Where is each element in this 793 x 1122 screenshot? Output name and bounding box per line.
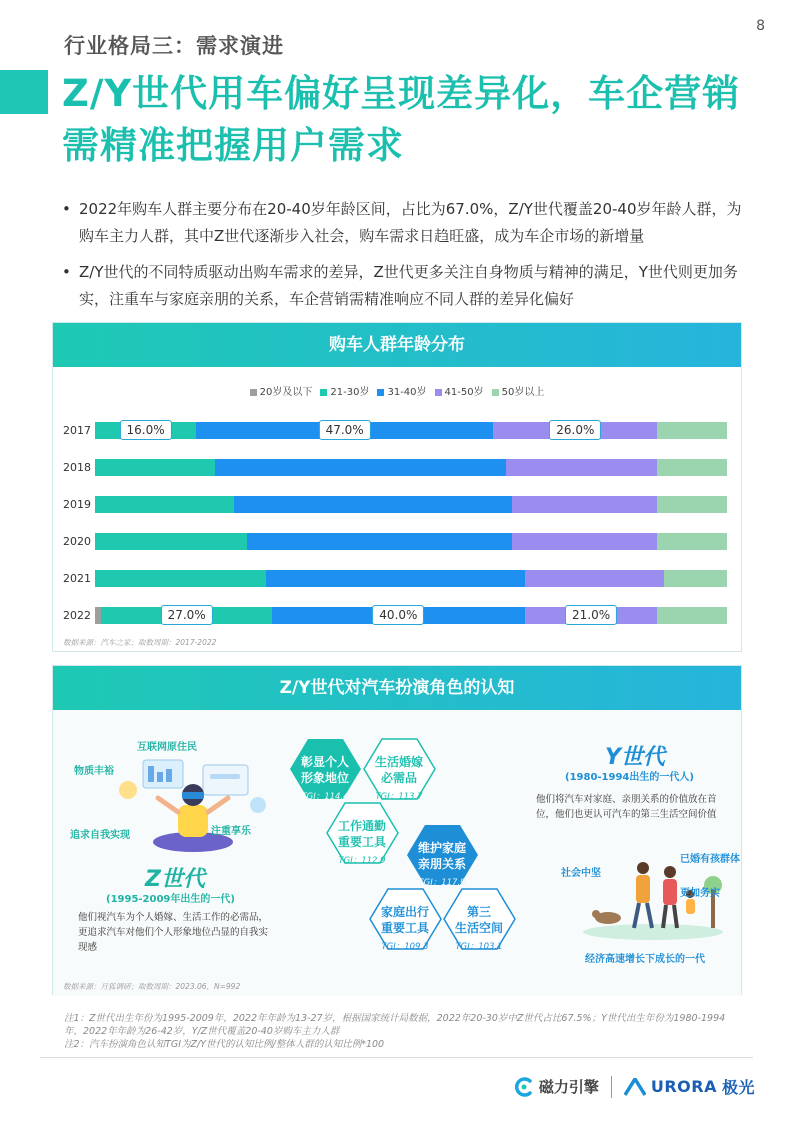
section-label: 行业格局三：需求演进 <box>64 34 284 58</box>
z-label-self-realization: 追求自我实现 <box>70 830 130 841</box>
hex-2-line2: 必需品 <box>380 771 417 785</box>
year-label: 2018 <box>63 461 91 474</box>
brand-right-text: URORA <box>650 1077 717 1096</box>
legend-swatch <box>377 389 384 396</box>
hex-1-tgi: TGI：114.4 <box>301 792 349 802</box>
hex-2-title <box>364 754 434 786</box>
z-label-enjoyment: 注重享乐 <box>211 826 251 837</box>
hex-3-line2: 重要工具 <box>337 835 386 849</box>
bar-segment <box>664 570 727 587</box>
legend-swatch <box>492 389 499 396</box>
bar-segment <box>657 607 727 624</box>
bullet-list <box>62 196 742 322</box>
y-generation-title: Y世代 <box>605 745 665 770</box>
year-label: 2020 <box>63 535 91 548</box>
aurora-logo-icon <box>624 1078 646 1096</box>
footnote-2: 注2：汽车扮演角色认知TGI为Z/Y世代的认知比例/整体人群的认知比例*100 <box>64 1039 385 1050</box>
y-label-backbone: 社会中坚 <box>561 868 601 879</box>
hex-5-title <box>370 904 440 936</box>
z-generation-desc: 他们视汽车为个人婚嫁、生活工作的必需品，更追求汽车对他们个人形象地位凸显的自我实现感 <box>78 912 269 953</box>
footnotes <box>64 1012 744 1051</box>
stacked-bar <box>95 459 727 476</box>
bar-segment <box>512 533 657 550</box>
main-title-line-2: 需精准把握用户需求 <box>62 124 404 167</box>
legend-label: 50岁以上 <box>501 387 545 398</box>
hex-1-title <box>290 754 360 786</box>
brand-left <box>514 1076 599 1097</box>
brand-right-cn: 极光 <box>721 1078 755 1097</box>
vr-person-illustration <box>108 750 278 855</box>
hex-6-line2: 生活空间 <box>454 921 503 935</box>
z-label-internet-native: 互联网原住民 <box>137 742 197 753</box>
age-distribution-panel <box>52 322 742 652</box>
bar-segment <box>657 422 727 439</box>
data-label: 16.0% <box>119 420 171 440</box>
legend-label: 41-50岁 <box>444 387 484 398</box>
brand-separator <box>611 1076 612 1098</box>
hex-5-tgi: TGI：109.3 <box>381 942 429 952</box>
legend-item <box>377 383 426 398</box>
hex-3-title <box>327 818 397 850</box>
bullet-item: • Z/Y世代的不同特质驱动出购车需求的差异，Z世代更多关注自身物质与精神的满足，Y世代则更加务实，注重车与家庭亲朋的关系，车企营销需精准响应不同人群的差异化偏好 <box>62 259 742 313</box>
chart-panel-title: 购车人群年龄分布 <box>53 323 741 367</box>
y-generation-desc: 他们将汽车对家庭、亲朋关系的价值放在首位，他们也更认可汽车的第三生活空间价值 <box>536 794 717 820</box>
legend-item <box>250 383 313 398</box>
year-label: 2021 <box>63 572 91 585</box>
main-title <box>62 68 752 172</box>
bar-segment <box>95 459 215 476</box>
hex-2-line1: 生活婚嫁 <box>374 755 423 769</box>
bar-segment <box>512 496 657 513</box>
hex-4-tgi: TGI：117.9 <box>418 878 466 888</box>
hex-3-tgi: TGI：112.9 <box>338 856 386 866</box>
bar-segment <box>215 459 506 476</box>
legend-label: 20岁及以下 <box>259 387 313 398</box>
bar-segment <box>95 533 247 550</box>
hex-2-tgi: TGI：113.7 <box>375 792 423 802</box>
bar-segment <box>525 570 664 587</box>
legend-swatch <box>250 389 257 396</box>
chart-legend <box>53 383 741 398</box>
hex-3-line1: 工作通勤 <box>337 819 386 833</box>
legend-label: 31-40岁 <box>387 387 427 398</box>
bar-segment <box>234 496 512 513</box>
bullet-item: • 2022年购车人群主要分布在20-40岁年龄区间，占比为67.0%，Z/Y世代覆盖20-40岁年龄人群，为购车主力人群，其中Z世代逐渐步入社会，购车需求日趋旺盛，成为车企市场的新增量 <box>62 196 742 250</box>
bar-segment <box>95 570 266 587</box>
page-number: 8 <box>756 18 765 34</box>
perception-body <box>53 710 741 996</box>
legend-swatch <box>435 389 442 396</box>
hex-4-line1: 维护家庭 <box>417 841 466 855</box>
hex-4-title <box>407 840 477 872</box>
bar-segment <box>657 459 727 476</box>
title-accent-bar <box>0 70 48 114</box>
hex-6-line1: 第三 <box>466 905 491 919</box>
y-label-pragmatic: 更加务实 <box>680 888 720 899</box>
main-title-line-1: Z/Y世代用车偏好呈现差异化，车企营销 <box>62 72 741 115</box>
z-generation-title: Z世代 <box>145 867 205 892</box>
perception-source: 数据来源：月狐调研；取数周期：2023.06，N=992 <box>63 982 241 991</box>
bar-segment <box>95 496 234 513</box>
brand-right <box>624 1075 755 1098</box>
legend-label: 21-30岁 <box>330 387 370 398</box>
magnet-logo-icon <box>514 1077 534 1097</box>
year-label: 2019 <box>63 498 91 511</box>
data-label: 40.0% <box>372 605 424 625</box>
data-label: 47.0% <box>319 420 371 440</box>
perception-panel-title: Z/Y世代对汽车扮演角色的认知 <box>53 666 741 710</box>
bar-segment <box>657 496 727 513</box>
data-label: 21.0% <box>565 605 617 625</box>
stacked-bar <box>95 422 727 439</box>
hex-5-line1: 家庭出行 <box>380 905 429 919</box>
stacked-bar <box>95 570 727 587</box>
hex-1-line1: 彰显个人 <box>300 755 349 769</box>
y-label-married: 已婚有孩群体 <box>680 854 740 865</box>
hex-6-title <box>444 904 514 936</box>
bar-segment <box>266 570 525 587</box>
brand-left-text: 磁力引擎 <box>538 1078 599 1096</box>
bar-segment <box>506 459 658 476</box>
footer-brands <box>514 1075 755 1098</box>
legend-item <box>320 383 369 398</box>
z-generation-subtitle: (1995-2009年出生的一代) <box>106 894 235 905</box>
hex-6-tgi: TGI：103.1 <box>455 942 503 952</box>
hex-5-line2: 重要工具 <box>380 921 429 935</box>
footer-divider <box>40 1057 753 1058</box>
year-label: 2017 <box>63 424 91 437</box>
data-label: 27.0% <box>161 605 213 625</box>
stacked-bar <box>95 533 727 550</box>
stacked-bar <box>95 496 727 513</box>
legend-item <box>492 383 545 398</box>
year-label: 2022 <box>63 609 91 622</box>
hex-4-line2: 亲朋关系 <box>417 857 466 871</box>
bar-segment <box>657 533 727 550</box>
y-label-growth: 经济高速增长下成长的一代 <box>585 954 705 965</box>
perception-panel <box>52 665 742 995</box>
data-label: 26.0% <box>549 420 601 440</box>
footnote-1: 注1：Z世代出生年份为1995-2009年，2022年年龄为13-27岁，根据国家统计局数据，2022年20-30岁中Z世代占比67.5%；Y世代出生年份为1980-1994年，2022年年龄为26-42岁，Y/Z世代覆盖20-40岁购车主力人群 <box>64 1013 726 1037</box>
z-label-material: 物质丰裕 <box>74 766 114 777</box>
legend-item <box>435 383 484 398</box>
y-generation-subtitle: (1980-1994出生的一代人) <box>565 772 694 783</box>
hex-1-line2: 形象地位 <box>300 771 349 785</box>
chart-source: 数据来源：汽车之家；取数周期：2017-2022 <box>63 638 217 647</box>
legend-swatch <box>320 389 327 396</box>
bar-segment <box>247 533 512 550</box>
